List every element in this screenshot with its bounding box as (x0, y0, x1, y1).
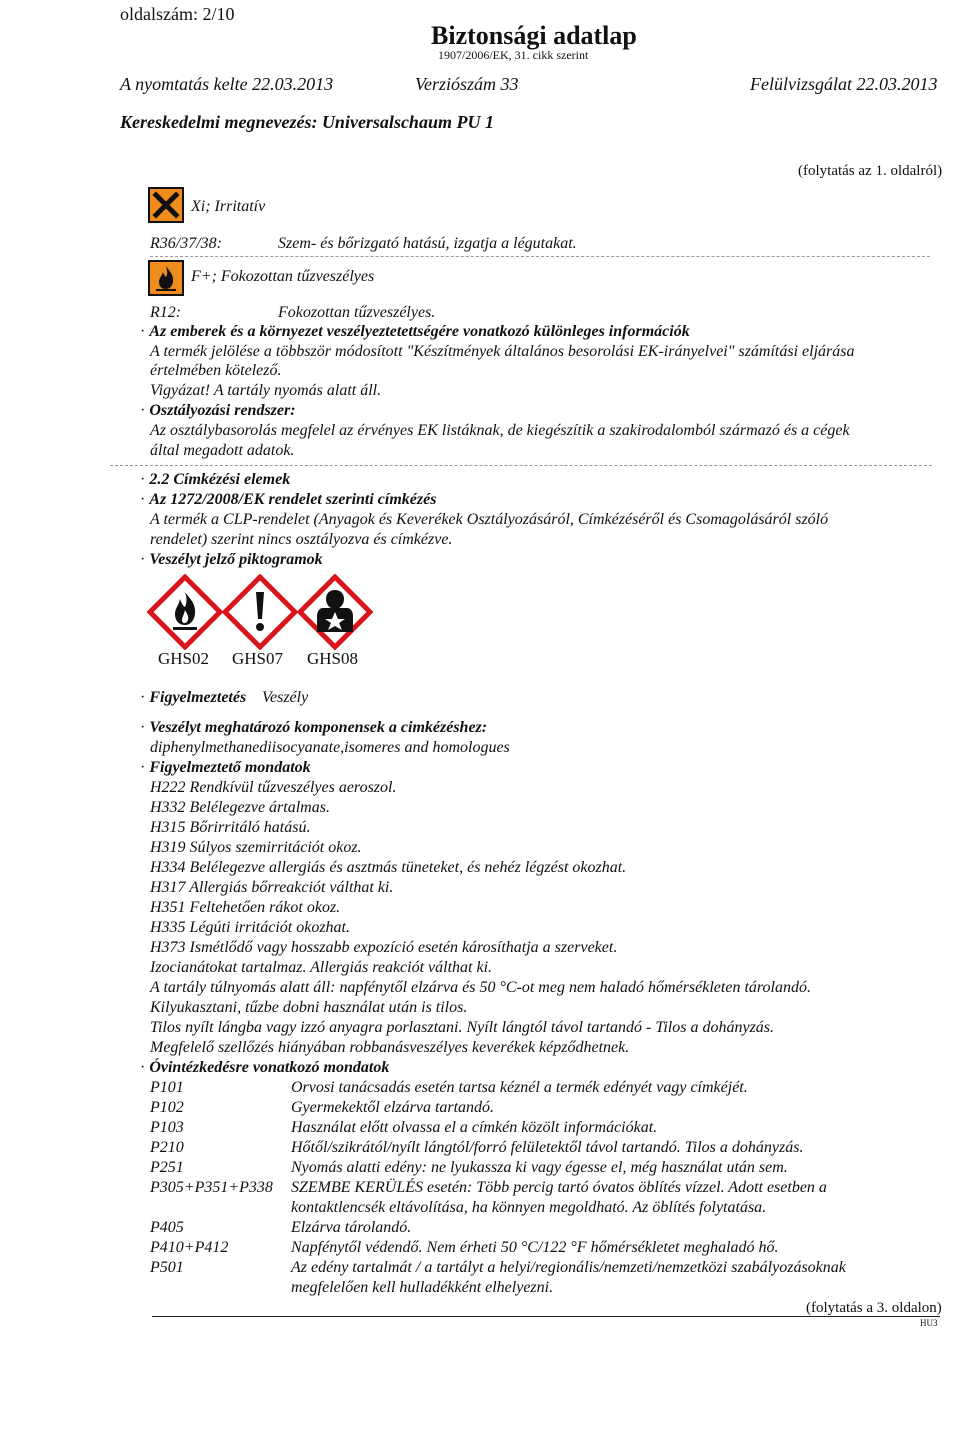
hazard-statement: H317 Allergiás bőrreakciót válthat ki. (150, 879, 394, 896)
classification-system-heading: · Osztályozási rendszer: (140, 401, 296, 421)
pictogram-label-ghs07: GHS07 (232, 649, 284, 668)
divider (150, 256, 930, 257)
hazard-statement: H335 Légúti irritációt okozhat. (150, 919, 350, 936)
print-date: A nyomtatás kelte 22.03.2013 (120, 74, 334, 94)
clp-text-cont: rendelet) szerint nincs osztályozva és címkézve. (150, 531, 453, 548)
precaution-code: P405 (150, 1219, 184, 1236)
precaution-text: Az edény tartalmát / a tartályt a helyi/regionális/nemzeti/nemzetközi szabályozásoknak (291, 1259, 846, 1276)
continued-from: (folytatás az 1. oldalról) (798, 163, 943, 179)
language-code: HU3 (920, 1318, 938, 1328)
precaution-code: P102 (150, 1099, 184, 1116)
precaution-code: P210 (150, 1139, 184, 1156)
pressure-warning: Vigyázat! A tartály nyomás alatt áll. (150, 382, 382, 399)
hazard-statement: H315 Bőrirritáló hatású. (150, 819, 311, 836)
section-divider (110, 465, 932, 466)
hazard-statement: Megfelelő szellőzés hiányában robbanásveszélyes keverékek képződhetnek. (150, 1039, 630, 1056)
pictogram-label-ghs08: GHS08 (307, 649, 359, 668)
review-date: Felülvizsgálat 22.03.2013 (750, 74, 938, 94)
pictogram-heading: · Veszélyt jelző piktogramok (140, 550, 323, 570)
hazard-statement: H334 Belélegezve allergiás és asztmás tüneteket, és nehéz légzést okozhat. (150, 859, 627, 876)
xi-label: Xi; Irritatív (191, 198, 266, 215)
precaution-code: P251 (150, 1159, 184, 1176)
clp-heading: · Az 1272/2008/EK rendelet szerinti címkézés (140, 490, 436, 510)
version-number: Verziószám 33 (415, 74, 519, 94)
precaution-text: Napfénytől védendő. Nem érheti 50 °C/122 °F hőmérsékletet meghaladó hő. (291, 1239, 779, 1256)
precaution-text: Orvosi tanácsadás esetén tartsa kéznél a termék edényét vagy címkéjét. (291, 1079, 748, 1096)
hazard-statement: Izocianátokat tartalmaz. Allergiás reakciót válthat ki. (150, 959, 493, 976)
continued-to: (folytatás a 3. oldalon) (806, 1300, 942, 1316)
ghs02-flame-icon (147, 574, 223, 650)
f-label: F+; Fokozottan tűzveszélyes (191, 268, 375, 285)
document-title: Biztonsági adatlap (431, 21, 637, 50)
hazard-statement: Tilos nyílt lángba vagy izzó anyagra porlasztani. Nyílt lángtól távol tartandó - Tilos a dohányzás. (150, 1019, 775, 1036)
precautionary-heading: · Óvintézkedésre vonatkozó mondatok (140, 1058, 389, 1078)
hazard-statement: H319 Súlyos szemirritációt okoz. (150, 839, 362, 856)
r-text-2: Fokozottan tűzveszélyes. (278, 304, 436, 321)
hazard-statement: H351 Feltehetően rákot okoz. (150, 899, 341, 916)
hazard-statement: H373 Ismétlődő vagy hosszabb expozíció esetén károsíthatja a szerveket. (150, 939, 618, 956)
precaution-text: Gyermekektől elzárva tartandó. (291, 1099, 495, 1116)
ghs08-health-hazard-icon (297, 574, 373, 650)
precaution-text: Nyomás alatti edény: ne lyukassza ki vagy égesse el, még használat után sem. (291, 1159, 788, 1176)
hazard-statement: H222 Rendkívül tűzveszélyes aeroszol. (150, 779, 397, 796)
hazard-statements-heading: · Figyelmeztető mondatok (140, 758, 311, 778)
footer-rule (152, 1316, 940, 1317)
pictogram-label-ghs02: GHS02 (158, 649, 210, 668)
clp-text: A termék a CLP-rendelet (Anyagok és Keverékek Osztályozásáról, Címkézéséről és Csomagolásáról szóló (150, 511, 829, 528)
precaution-text-cont: kontaktlencsék eltávolítása, ha könnyen megoldható. Az öblítés folytatása. (291, 1199, 767, 1216)
xi-irritant-icon (148, 187, 184, 223)
special-info-heading: · Az emberek és a környezet veszélyeztetettségére vonatkozó különleges információk (140, 322, 690, 342)
r-code-2: R12: (150, 304, 182, 321)
special-info-text: A termék jelölése a többször módosított "Készítmények általános besorolási EK-irányelvei" számítási eljárása (150, 343, 855, 360)
precaution-code: P501 (150, 1259, 184, 1276)
precaution-text: Használat előtt olvassa el a címkén közölt információkat. (291, 1119, 658, 1136)
components-heading: · Veszélyt meghatározó komponensek a cimkézéshez: (140, 718, 487, 738)
precaution-text: SZEMBE KERÜLÉS esetén: Több percig tartó óvatos öblítés vízzel. Adott esetben a (291, 1179, 827, 1196)
signal-word-heading: · Figyelmeztetés (140, 688, 246, 708)
precaution-code: P101 (150, 1079, 184, 1096)
precaution-text-cont: megfelelően kell hulladékként elhelyezni. (291, 1279, 554, 1296)
precaution-text: Elzárva tárolandó. (291, 1219, 412, 1236)
special-info-text-cont: értelmében kötelező. (150, 362, 282, 379)
ghs07-exclamation-icon (222, 574, 298, 650)
precaution-code: P103 (150, 1119, 184, 1136)
flame-icon (148, 260, 184, 296)
precaution-text: Hőtől/szikrától/nyílt lángtól/forró felületektől távol tartandó. Tilos a dohányzás. (291, 1139, 804, 1156)
precaution-code: P410+P412 (150, 1239, 229, 1256)
hazard-statement: H332 Belélegezve ártalmas. (150, 799, 330, 816)
components-value: diphenylmethanediisocyanate,isomeres and homologues (150, 739, 510, 756)
r-text-1: Szem- és bőrizgató hatású, izgatja a légutakat. (278, 235, 577, 252)
precaution-code: P305+P351+P338 (150, 1179, 273, 1196)
classification-system-text-cont: által megadott adatok. (150, 442, 295, 459)
labelling-section-heading: · 2.2 Címkézési elemek (140, 470, 290, 490)
document-subtitle: 1907/2006/EK, 31. cikk szerint (438, 48, 589, 62)
classification-system-text: Az osztálybasorolás megfelel az érvényes EK listáknak, de kiegészítik a szakirodalomból származó és a cégek (150, 422, 850, 439)
page-number: oldalszám: 2/10 (120, 4, 235, 24)
hazard-statement: A tartály túlnyomás alatt áll: napfénytől elzárva és 50 °C-ot meg nem haladó hőmérsékleten tárolandó. (150, 979, 811, 996)
r-code-1: R36/37/38: (150, 235, 222, 252)
hazard-statement: Kilyukasztani, tűzbe dobni használat után is tilos. (150, 999, 468, 1016)
trade-name: Kereskedelmi megnevezés: Universalschaum PU 1 (120, 112, 494, 132)
signal-word: Veszély (262, 689, 309, 706)
